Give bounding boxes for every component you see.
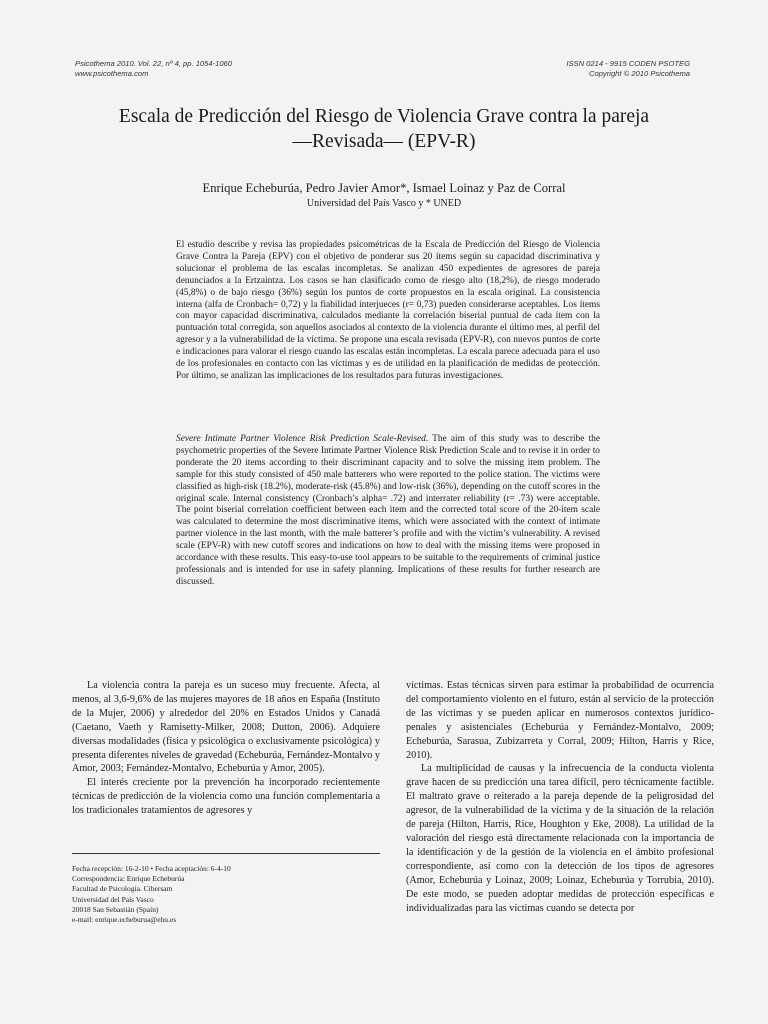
footnote-university: Universidad del País Vasco	[72, 894, 154, 904]
body-paragraph: víctimas. Estas técnicas sirven para estimar la probabilidad de ocurrencia del comportamiento violento en el futuro, están al servicio de la protección de las víctimas y se pueden aplicar en numerosos contextos jurídico-penales y asistenciales (Echeburúa y Fernández-Montalvo, 2009; Echeburúa, Sarasua, Zubizarreta y Corral, 2009; Hilton, Harris y Rice, 2010).	[406, 680, 714, 761]
title-line-2: —Revisada— (EPV-R)	[292, 131, 476, 152]
affiliation: Universidad del País Vasco y * UNED	[306, 198, 462, 209]
abstract-english-title: Severe Intimate Partner Violence Risk Prediction Scale-Revised	[176, 434, 426, 444]
author-list: Enrique Echeburúa, Pedro Javier Amor*, Ismael Loinaz y Paz de Corral	[202, 181, 566, 195]
title-line-1: Escala de Predicción del Riesgo de Violencia Grave contra la pareja	[118, 106, 650, 127]
journal-header	[75, 59, 232, 79]
body-paragraph: La violencia contra la pareja es un suceso muy frecuente. Afecta, al menos, al 3,6-9,6% de las mujeres mayores de 18 años en España (Instituto de la Mujer, 2006) y alrededor del 20% en Estados Unidos y Canadá (Caetano, Vaeth y Ramisetty-Milker, 2008; Dutton, 2006). Adquiere diversas modalidades (física y psicológica o exclusivamente psicológica) y presenta diferentes niveles de gravedad (Echeburúa, Fernández-Montalvo y Amor, 2003; Fernández-Montalvo, Echeburúa y Amor, 2005).	[72, 680, 380, 775]
abstract-english-body: . The aim of this study was to describe the psychometric properties of the Severe Intimate Partner Violence Risk Prediction Scale and to revise it in order to ponderate the 20 items according to their discriminant capacity and to solve the missing item problem. The sample for this study consisted of 450 male batterers who were reported to the police station. The victims were classified as high-risk (18.2%), moderate-risk (45.8%) and low-risk (36%), depending on the cutoff scores in the original scale. Internal consistency (Cronbach’s alpha= .72) and interrater reliability (r= .73) were acceptable. The point biserial correlation coefficient between each item and the corrected total score of the 20-item scale was calculated to determine the most discriminative items, which were associated with the context of intimate partner violence in the last month, with the male batterer’s profile and with the victim’s vulnerability. A revised scale (EPV-R) with new cutoff scores and indications on how to deal with the missing items were proposed in accordance with these results. This easy-to-use tool appears to be suitable to the requirements of criminal justice professionals and is intended for use in safety planning. Implications of these results for further research are discussed.	[176, 434, 600, 587]
issn-line: ISSN 0214 - 9915 CODEN PSOTEG	[566, 59, 690, 68]
abstract-spanish: El estudio describe y revisa las propiedades psicométricas de la Escala de Predicción del Riesgo de Violencia Grave Contra la Pareja (EPV) con el objetivo de ponderar sus 20 ítems según su capacidad discriminativa y solucionar el problema de las escalas incompletas. Se analizan 450 expedientes de agresores de pareja denunciados a la Ertzaintza. Los casos se han clasificado como de riesgo alto (18,2%), de riesgo moderado (45,8%) o de bajo riesgo (36%) según los puntos de corte propuestos en la escala original. La consistencia interna (alfa de Cronbach= 0,72) y la fiabilidad interjueces (r= 0,73) pueden considerarse aceptables. Los ítems con mayor capacidad discriminativa, calculados mediante la correlación biserial puntual de cada ítem con la puntuación total corregida, son aquellos asociados al contexto de la violencia durante el último mes, al perfil del agresor y a la vulnerabilidad de la víctima. Se propone una escala revisada (EPV-R), con nuevos puntos de corte e indicaciones para valorar el riesgo cuando las escalas están incompletas. La escala parece adecuada para el uso de los profesionales en contacto con las víctimas y es de utilidad en la planificación de medidas de protección. Por último, se analizan las implicaciones de los resultados para futuras investigaciones.	[176, 240, 600, 381]
journal-citation: Psicothema 2010. Vol. 22, nº 4, pp. 1054-1060	[75, 59, 233, 68]
body-paragraph: La multiplicidad de causas y la infrecuencia de la conducta violenta grave hacen de su predicción una tarea difícil, pero técnicamente factible. El maltrato grave o reiterado a la pareja depende de la peligrosidad del agresor, de la vulnerabilidad de la víctima y de la situación de la relación de pareja (Hilton, Harris, Rice, Houghton y Eke, 2008). La utilidad de la valoración del riesgo está directamente relacionada con la importancia de la identificación y de la gestión de la violencia en el ámbito profesional correspondiente, así como con la detección de los tipos de agresores (Amor, Echeburúa y Loinaz, 2009; Loinaz, Echeburúa y Torrubia, 2010). De este modo, se pueden adoptar medidas de protección específicas e individualizadas para las víctimas cuando se detecta por	[406, 763, 714, 914]
body-column-left	[72, 679, 380, 818]
issn-header	[566, 59, 690, 79]
body-paragraph: El interés creciente por la prevención ha incorporado recientemente técnicas de predicción de la violencia como una función complementaria a los tradicionales tratamientos de agresores y	[72, 777, 380, 817]
body-column-right	[406, 679, 714, 915]
copyright-line: Copyright © 2010 Psicothema	[589, 69, 690, 78]
footnote-dates: Fecha recepción: 16-2-10 • Fecha aceptación: 6-4-10	[72, 864, 231, 873]
footnote-email[interactable]: e-mail: enrique.echeburua@ehu.es	[72, 915, 177, 925]
footnote	[72, 864, 380, 925]
journal-website: www.psicothema.com	[75, 69, 149, 78]
footnote-faculty: Facultad de Psicología. Cibersam	[72, 884, 173, 894]
footnote-correspondence: Correspondencia: Enrique Echeburúa	[72, 874, 185, 884]
paper-title	[40, 104, 728, 154]
footnote-city: 20018 San Sebastián (Spain)	[72, 904, 159, 914]
footnote-divider	[72, 853, 380, 854]
abstract-english	[176, 434, 600, 589]
